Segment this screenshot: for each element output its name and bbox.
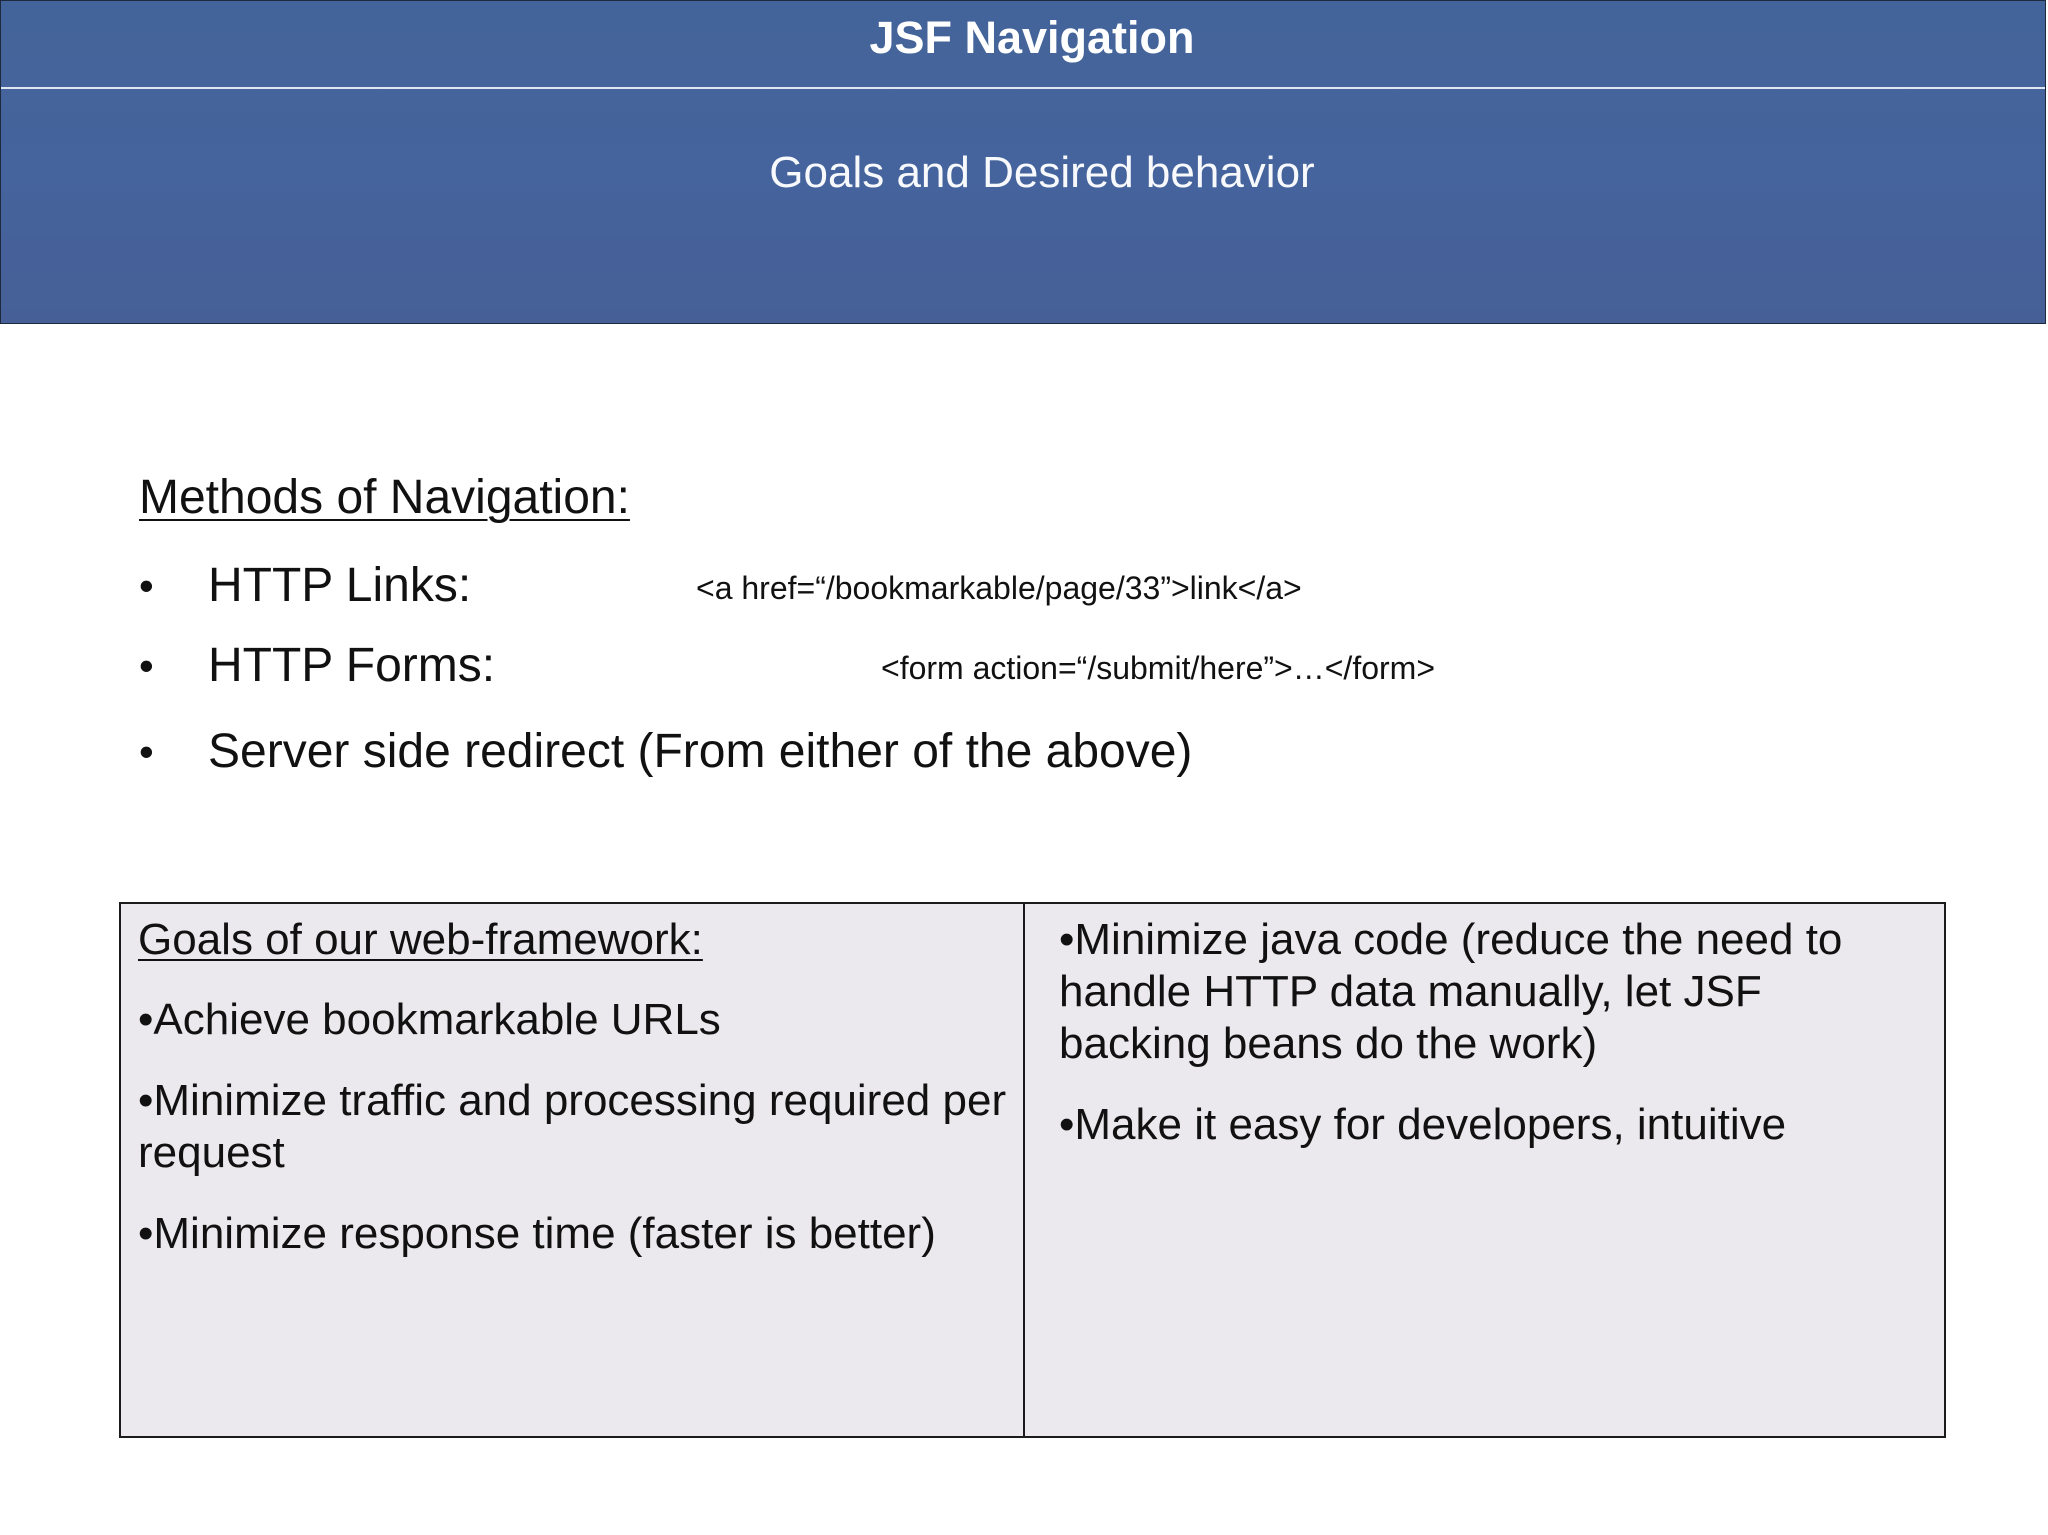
slide-title: JSF Navigation	[869, 12, 1195, 63]
goal-minimize-traffic: •Minimize traffic and processing required per request	[138, 1076, 1007, 1177]
http-links-code: <a href=“/bookmarkable/page/33”>link</a>	[696, 570, 1302, 606]
http-links-label: HTTP Links:	[208, 559, 472, 612]
goals-table	[119, 902, 1946, 1438]
goal-minimize-java-code: •Minimize java code (reduce the need to handle HTTP data manually, let JSF backing beans do the work)	[1059, 915, 1843, 1068]
http-forms-code: <form action=“/submit/here”>…</form>	[881, 650, 1435, 686]
slide-subtitle: Goals and Desired behavior	[769, 148, 1315, 197]
goal-minimize-response-time: •Minimize response time (faster is better)	[138, 1209, 936, 1258]
header-divider	[1, 87, 2045, 89]
server-redirect-label: Server side redirect (From either of the above)	[208, 725, 1193, 778]
goal-bookmarkable-urls: •Achieve bookmarkable URLs	[138, 995, 721, 1044]
goals-heading: Goals of our web-framework:	[138, 915, 703, 964]
table-column-divider	[1023, 904, 1025, 1436]
slide-header	[0, 0, 2046, 324]
bullet-icon: •	[139, 728, 154, 775]
http-links-item	[139, 556, 1939, 616]
goals-left-column	[138, 914, 1013, 1289]
methods-heading: Methods of Navigation:	[139, 471, 630, 524]
bullet-icon: •	[139, 562, 154, 609]
goals-right-column	[1059, 914, 1919, 1180]
http-forms-item	[139, 636, 1939, 696]
goal-developer-friendly: •Make it easy for developers, intuitive	[1059, 1100, 1787, 1149]
server-redirect-item	[139, 722, 1939, 782]
http-forms-label: HTTP Forms:	[208, 639, 496, 692]
bullet-icon: •	[139, 642, 154, 689]
